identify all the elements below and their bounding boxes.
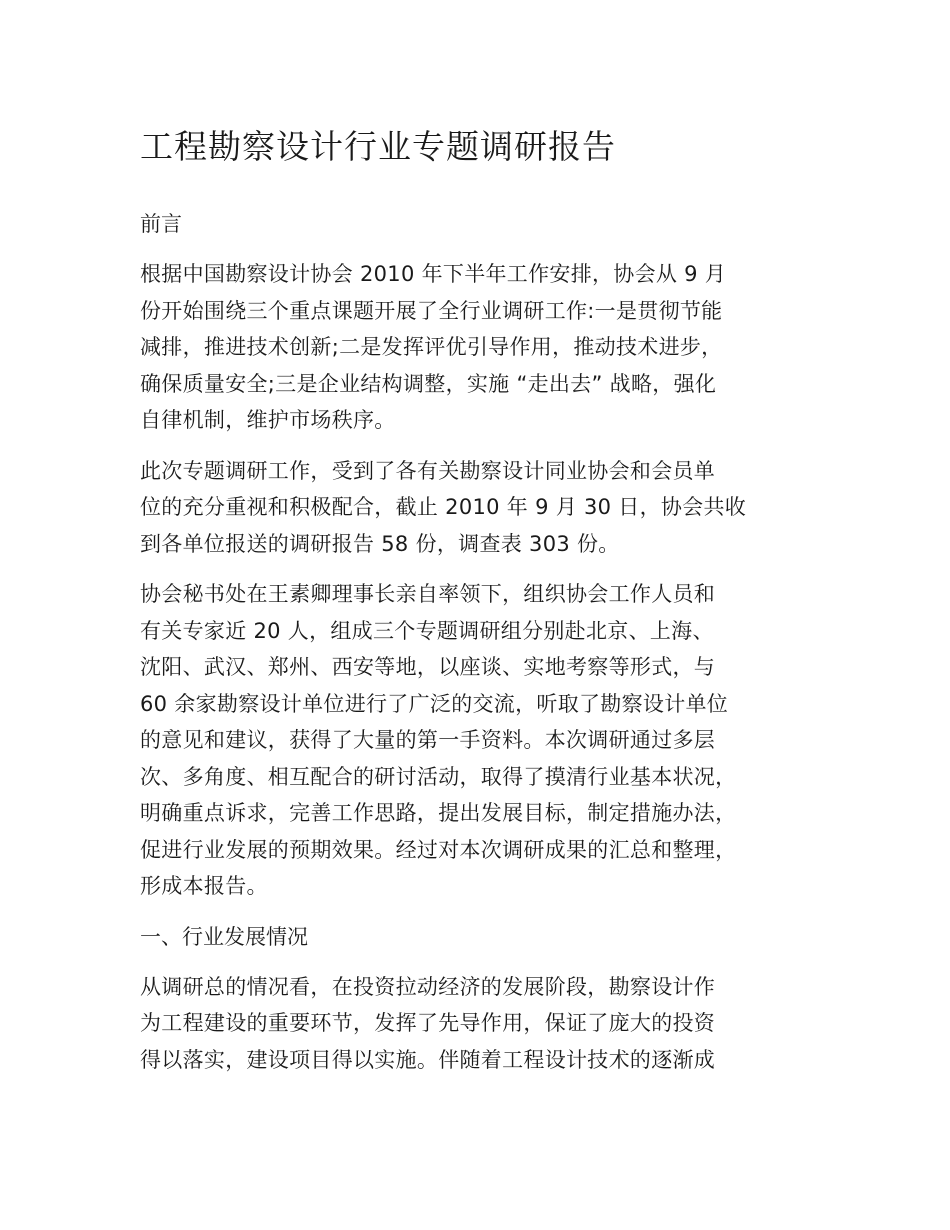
text-line: 确保质量安全;三是企业结构调整，实施 “走出去” 战略，强化 <box>140 371 717 396</box>
text-line: 的意见和建议，获得了大量的第一手资料。本次调研通过多层 <box>140 728 716 752</box>
paragraph <box>140 969 815 1079</box>
text-line: 此次专题调研工作，受到了各有关勘察设计同业协会和会员单 <box>140 458 716 483</box>
text-line: 沈阳、武汉、郑州、西安等地，以座谈、实地考察等形式，与 <box>140 655 716 679</box>
text-line: 有关专家近 20 人，组成三个专题调研组分别赴北京、上海、 <box>140 618 714 643</box>
document-title: 工程勘察设计行业专题调研报告 <box>140 127 616 166</box>
text-line: 协会秘书处在王素卿理事长亲自率领下，组织协会工作人员和 <box>140 582 716 606</box>
section-heading: 前言 <box>140 212 182 236</box>
text-line: 明确重点诉求，完善工作思路，提出发展目标，制定措施办法， <box>140 801 737 825</box>
text-line: 促进行业发展的预期效果。经过对本次调研成果的汇总和整理， <box>140 837 737 862</box>
text-line: 减排，推进技术创新;二是发挥评优引导作用，推动技术进步， <box>140 335 723 359</box>
text-line: 从调研总的情况看，在投资拉动经济的发展阶段，勘察设计作 <box>140 974 716 999</box>
paragraph <box>140 576 815 905</box>
text-line: 自律机制，维护市场秩序。 <box>140 408 396 432</box>
section-industry-development <box>140 919 815 1079</box>
text-line: 根据中国勘察设计协会 2010 年下半年工作安排，协会从 9 月 <box>140 262 727 286</box>
text-line: 份开始围绕三个重点课题开展了全行业调研工作:一是贯彻节能 <box>140 298 723 323</box>
paragraph <box>140 453 815 563</box>
text-line: 形成本报告。 <box>140 874 268 898</box>
text-line: 次、多角度、相互配合的研讨活动，取得了摸清行业基本状况， <box>140 764 737 789</box>
section-preface <box>140 206 815 905</box>
text-line: 60 余家勘察设计单位进行了广泛的交流，听取了勘察设计单位 <box>140 691 729 716</box>
paragraph <box>140 256 815 439</box>
text-line: 到各单位报送的调研报告 58 份，调查表 303 份。 <box>140 531 620 556</box>
document-page <box>140 122 815 1092</box>
text-line: 为工程建设的重要环节，发挥了先导作用，保证了庞大的投资 <box>140 1011 716 1035</box>
text-line: 位的充分重视和积极配合，截止 2010 年 9 月 30 日，协会共收 <box>140 495 747 519</box>
section-heading: 一、行业发展情况 <box>140 924 308 949</box>
text-line: 得以落实，建设项目得以实施。伴随着工程设计技术的逐渐成 <box>140 1047 716 1072</box>
